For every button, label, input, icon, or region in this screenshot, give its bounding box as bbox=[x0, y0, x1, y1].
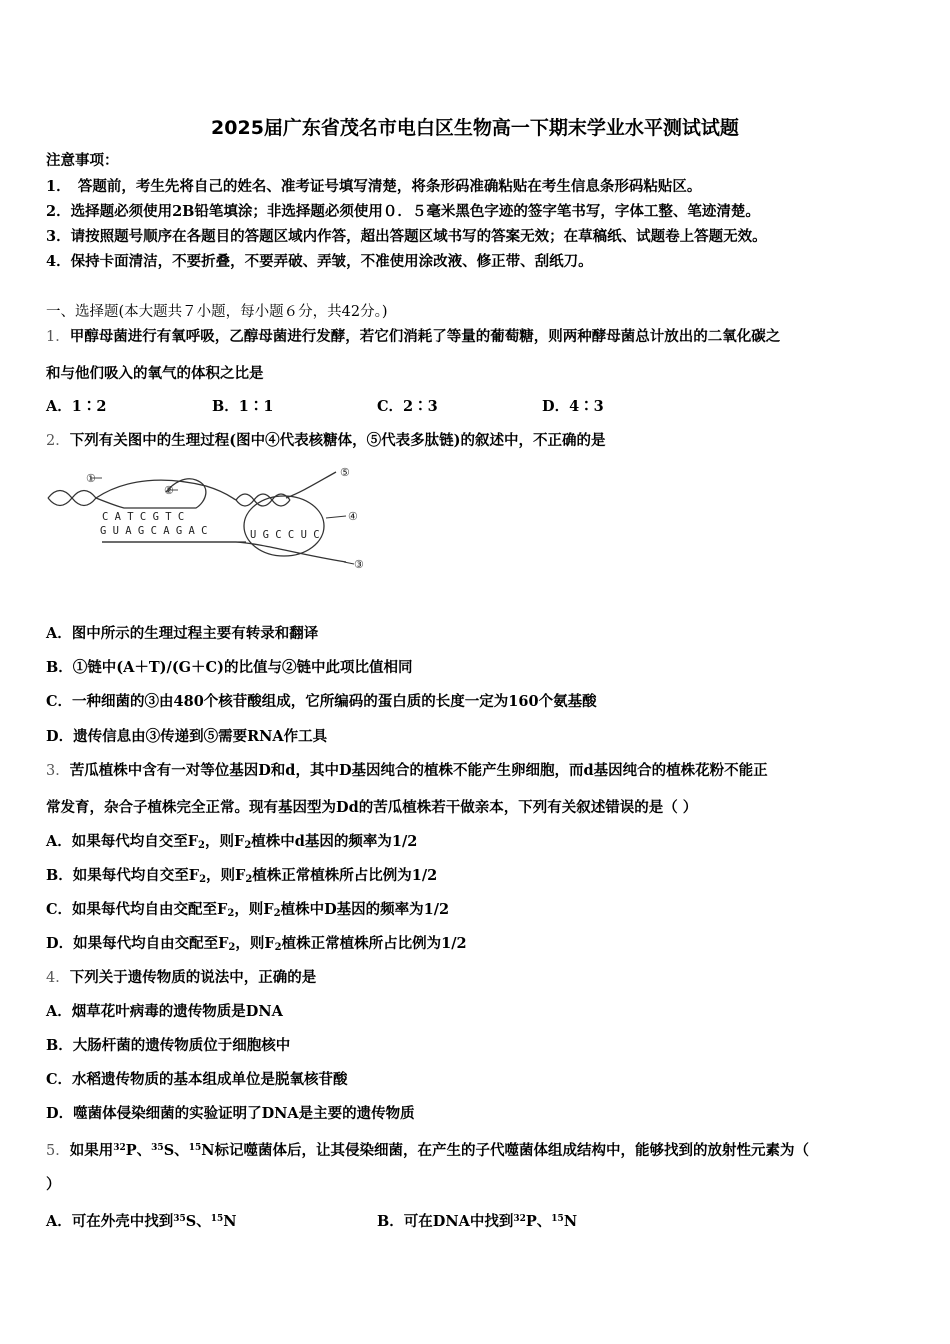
polypeptide-chain bbox=[286, 472, 336, 498]
q2-number: 2． bbox=[46, 433, 70, 449]
q1-number: 1． bbox=[46, 329, 70, 345]
q2-option-b[interactable]: B．①链中(A＋T)/(G＋C)的比值与②链中此项比值相同 bbox=[46, 659, 413, 676]
q5-option-a-text-3: N bbox=[223, 1213, 237, 1230]
seq-mrna: U G C C U C bbox=[250, 529, 320, 541]
q3-option-a-sub-2: 2 bbox=[244, 840, 252, 851]
q4-option-d[interactable]: D．噬菌体侵染细菌的实验证明了DNA是主要的遗传物质 bbox=[46, 1105, 415, 1122]
seq-bottom: G U A G C A G A C bbox=[100, 525, 208, 537]
q3-option-b-text-1: B．如果每代均自交至F bbox=[46, 867, 200, 884]
q3-option-d-sub-2: 2 bbox=[274, 942, 282, 953]
q5-stem-d: N标记噬菌体后，让其侵染细菌，在产生的子代噬菌体组成结构中，能够找到的放射性元素为（ bbox=[201, 1142, 809, 1159]
q1-option-a[interactable]: A．1∶2 bbox=[46, 398, 107, 415]
q3-option-c-sub-2: 2 bbox=[273, 908, 281, 919]
q3-option-a-text-2: ，则F bbox=[205, 833, 245, 850]
notice-item-3: 3．请按照题号顺序在各题目的答题区域内作答，超出答题区域书写的答案无效；在草稿纸、试题卷上答题无效。 bbox=[46, 228, 767, 245]
q3-option-b-text-2: ，则F bbox=[206, 867, 246, 884]
q3-number: 3． bbox=[46, 763, 70, 779]
q5-option-b-iso-2: 15 bbox=[551, 1214, 564, 1224]
q2-option-a[interactable]: A．图中所示的生理过程主要有转录和翻译 bbox=[46, 625, 319, 642]
q5-option-b-text-3: N bbox=[563, 1213, 578, 1230]
q5-stem-c: S、 bbox=[163, 1142, 189, 1159]
q5-option-a-iso-2: 15 bbox=[210, 1214, 224, 1224]
notice-header: 注意事项： bbox=[46, 152, 119, 169]
q3-option-a-text-1: A．如果每代均自交至F bbox=[46, 833, 199, 850]
q3-option-d[interactable] bbox=[46, 934, 467, 958]
q2-line bbox=[46, 431, 605, 451]
q4-option-a[interactable]: A．烟草花叶病毒的遗传物质是DNA bbox=[46, 1003, 283, 1020]
q3-option-c-text-3: 植株中D基因的频率为1/2 bbox=[280, 901, 450, 918]
q3-option-a-text-3: 植株中d基因的频率为1/2 bbox=[251, 833, 418, 850]
q5-line1 bbox=[46, 1138, 809, 1161]
q3-line1 bbox=[46, 761, 768, 781]
transcription-translation-diagram bbox=[46, 462, 376, 582]
q4-line bbox=[46, 968, 316, 988]
seq-top: C A T C G T C bbox=[102, 511, 185, 523]
q3-option-c[interactable] bbox=[46, 900, 449, 924]
q5-iso-2: 35 bbox=[151, 1143, 164, 1153]
q1-option-b[interactable]: B．1∶1 bbox=[212, 398, 274, 415]
page-title: 2025届广东省茂名市电白区生物高一下期末学业水平测试试题 bbox=[211, 117, 739, 139]
label-4: ④ bbox=[348, 510, 358, 523]
q5-option-a-text-2: S、 bbox=[185, 1213, 211, 1230]
q3-option-a-sub-1: 2 bbox=[198, 840, 206, 851]
q4-number: 4． bbox=[46, 970, 70, 986]
q5-option-b-iso-1: 32 bbox=[513, 1214, 526, 1224]
notice-item-2: 2．选择题必须使用2B铅笔填涂；非选择题必须使用０．５毫米黑色字迹的签字笔书写，字体工整、笔迹清楚。 bbox=[46, 203, 760, 220]
q3-option-c-text-2: ，则F bbox=[234, 901, 274, 918]
q3-option-b[interactable] bbox=[46, 866, 437, 890]
q5-stem-a: 如果用 bbox=[69, 1142, 114, 1159]
notice-item-4: 4．保持卡面清洁，不要折叠，不要弄破、弄皱，不准使用涂改液、修正带、刮纸刀。 bbox=[46, 253, 593, 270]
q3-option-d-text-1: D．如果每代均自由交配至F bbox=[46, 935, 229, 952]
q4-stem: 下列关于遗传物质的说法中，正确的是 bbox=[69, 969, 317, 986]
q5-stem-b: P、 bbox=[125, 1142, 152, 1159]
q4-option-b[interactable]: B．大肠杆菌的遗传物质位于细胞核中 bbox=[46, 1037, 291, 1054]
q3-option-a[interactable] bbox=[46, 832, 417, 856]
q5-option-b-text-2: P、 bbox=[525, 1213, 552, 1230]
q2-option-c[interactable]: C．一种细菌的③由480个核苷酸组成，它所编码的蛋白质的长度一定为160个氨基酸 bbox=[46, 693, 597, 710]
q5-option-a-iso-1: 35 bbox=[173, 1214, 186, 1224]
q1-line1 bbox=[46, 327, 780, 347]
q3-option-d-text-2: ，则F bbox=[235, 935, 275, 952]
label-3: ③ bbox=[354, 558, 364, 571]
q3-option-b-text-3: 植株正常植株所占比例为1/2 bbox=[252, 867, 438, 884]
q5-option-b-text-1: B．可在DNA中找到 bbox=[377, 1213, 514, 1230]
q3-option-d-text-3: 植株正常植株所占比例为1/2 bbox=[281, 935, 467, 952]
q3-stem-2: 常发育，杂合子植株完全正常。现有基因型为Dd的苦瓜植株若干做亲本，下列有关叙述错误的是（ ） bbox=[46, 799, 698, 816]
q2-option-d[interactable]: D．遗传信息由③传递到⑤需要RNA作工具 bbox=[46, 728, 328, 745]
mrna-strand bbox=[102, 542, 346, 562]
q5-option-b[interactable] bbox=[377, 1209, 577, 1232]
q4-option-c[interactable]: C．水稻遗传物质的基本组成单位是脱氧核苷酸 bbox=[46, 1071, 348, 1088]
q5-iso-3: 15 bbox=[188, 1143, 202, 1153]
q5-iso-1: 32 bbox=[113, 1143, 126, 1153]
q3-option-d-sub-1: 2 bbox=[228, 942, 236, 953]
q3-stem-1: 苦瓜植株中含有一对等位基因D和d，其中D基因纯合的植株不能产生卵细胞，而d基因纯合的植株花粉不能正 bbox=[69, 762, 768, 779]
q3-option-c-text-1: C．如果每代均自由交配至F bbox=[46, 901, 228, 918]
q3-option-b-sub-1: 2 bbox=[199, 874, 207, 885]
q1-stem-1: 甲醇母菌进行有氧呼吸，乙醇母菌进行发酵，若它们消耗了等量的葡萄糖，则两种酵母菌总计放出的二氧化碳之 bbox=[69, 328, 781, 345]
q5-option-a-text-1: A．可在外壳中找到 bbox=[46, 1213, 174, 1230]
q1-stem-2: 和与他们吸入的氧气的体积之比是 bbox=[46, 365, 264, 382]
q3-option-c-sub-1: 2 bbox=[227, 908, 235, 919]
section-header: 一、选择题(本大题共７小题，每小题６分，共42分。) bbox=[46, 304, 388, 320]
label-5: ⑤ bbox=[340, 466, 350, 479]
q3-option-b-sub-2: 2 bbox=[245, 874, 253, 885]
q1-option-c[interactable]: C．2∶3 bbox=[377, 398, 438, 415]
q5-stem-2: ） bbox=[46, 1176, 61, 1193]
q1-option-d[interactable]: D．4∶3 bbox=[542, 398, 604, 415]
label-2: ② bbox=[164, 484, 174, 497]
q5-number: 5． bbox=[46, 1143, 70, 1159]
notice-item-1: 1． 答题前，考生先将自己的姓名、准考证号填写清楚，将条形码准确粘贴在考生信息条形码粘贴区。 bbox=[46, 178, 702, 195]
q2-stem: 下列有关图中的生理过程(图中④代表核糖体，⑤代表多肽链)的叙述中，不正确的是 bbox=[69, 432, 606, 449]
label-1: ① bbox=[86, 472, 96, 485]
q5-option-a[interactable] bbox=[46, 1209, 237, 1232]
